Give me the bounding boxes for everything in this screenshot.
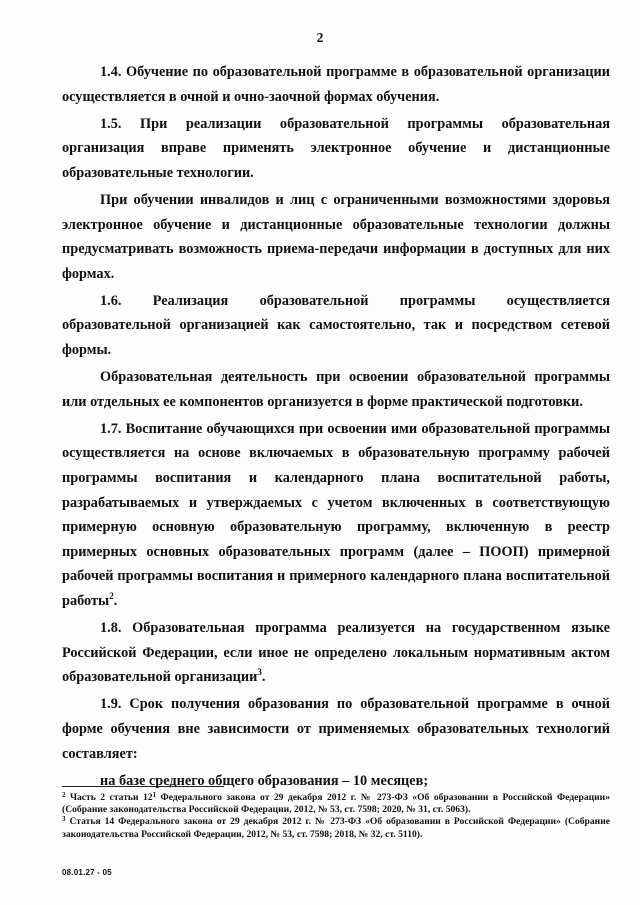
paragraph-practical-training: Образовательная деятельность при освоении образовательной программы или отдельных ее компонентов организуется в форме практической подготовки. xyxy=(62,369,610,410)
paragraph-duration: на базе среднего общего образования – 10 месяцев; xyxy=(100,772,429,789)
paragraph-1-7-end: . xyxy=(113,592,118,609)
document-code: 08.01.27 - 05 xyxy=(62,868,112,877)
footnote-2-text-a: Часть 2 статьи 12 xyxy=(65,792,153,803)
footnote-ref-3[interactable]: 3 xyxy=(257,667,262,678)
footnote-3 xyxy=(62,816,610,840)
footnote-2-article-sup: 1 xyxy=(152,791,157,799)
footnote-2-mark: 2 xyxy=(62,791,66,799)
document-body xyxy=(62,60,610,796)
paragraph-1-6: 1.6. Реализация образовательной программы осуществляется образовательной организацией как самостоятельно, так и посредством сетевой формы. xyxy=(62,292,610,359)
paragraph-1-7-text: 1.7. Воспитание обучающихся при освоении ими образовательной программы осуществляется на основе включаемых в образовательную программу рабочей программы воспитания и календарного плана воспитательной работы, разрабатываемых и утверждаемых с учетом включенных в соответствующую примерную основную образовательную программу, включенную в реестр примерных основных образовательных программ (далее – ПООП) примерной рабочей программы воспитания и примерного календарного плана воспитательной работы xyxy=(62,420,610,609)
paragraph-1-7 xyxy=(62,417,610,614)
footnote-3-mark: 3 xyxy=(62,815,66,824)
paragraph-1-5: 1.5. При реализации образовательной программы образовательная организация вправе применять электронное обучение и дистанционные образовательные технологии. xyxy=(62,115,610,181)
paragraph-disabled-learners: При обучении инвалидов и лиц с ограниченными возможностями здоровья электронное обучение и дистанционные образовательные технологии должны предусматривать возможность приема-передачи информации в доступных для них формах. xyxy=(62,191,610,282)
footnote-ref-2[interactable]: 2 xyxy=(109,590,114,601)
footnote-2-text-b: Федерального закона от 29 декабря 2012 г. № 273-ФЗ «Об образовании в Российской Федерации» (Собрание законодательства Российской Федерации, 2012, № 53, ст. 7598; 2020, № 31, ст. 5063). xyxy=(62,792,610,816)
paragraph-1-4: 1.4. Обучение по образовательной программе в образовательной организации осуществляется в очной и очно-заочной формах обучения. xyxy=(62,64,610,105)
paragraph-1-8-text: 1.8. Образовательная программа реализуется на государственном языке Российской Федерации, если иное не определено локальным нормативным актом образовательной организации xyxy=(62,620,610,686)
footnote-2 xyxy=(62,792,610,816)
paragraph-1-8-end: . xyxy=(261,669,266,686)
footnotes xyxy=(62,792,610,841)
paragraph-1-8 xyxy=(62,616,610,690)
footnote-divider xyxy=(62,786,224,787)
paragraph-1-9: 1.9. Срок получения образования по образовательной программе в очной форме обучения вне зависимости от применяемых образовательных технологий составляет: xyxy=(62,696,610,762)
page-number: 2 xyxy=(316,31,324,46)
footnote-3-text: Статья 14 Федерального закона от 29 декабря 2012 г. № 273-ФЗ «Об образовании в Российской Федерации» (Собрание законодательства Российской Федерации, 2012, № 53, ст. 7598; 2018, № 32, ст. 5110). xyxy=(62,816,610,840)
